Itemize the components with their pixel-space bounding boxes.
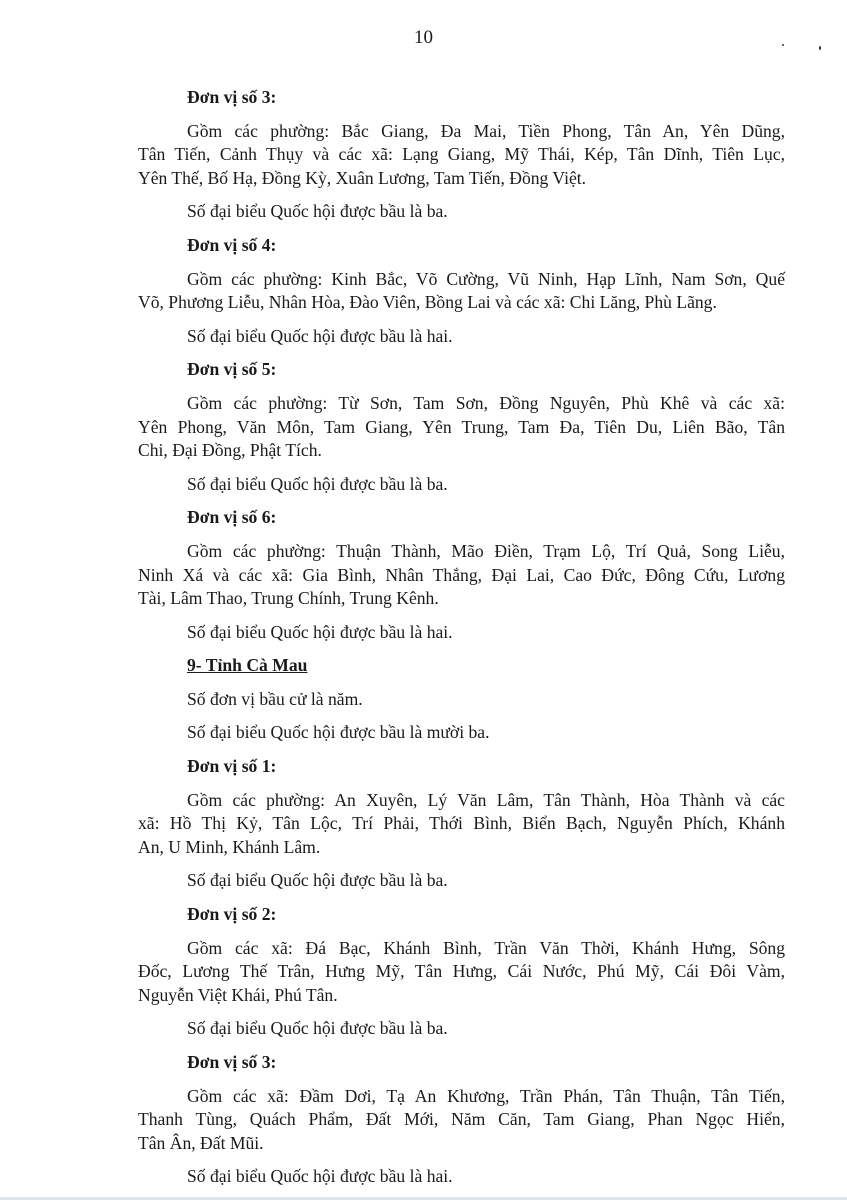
unit-heading: Đơn vị số 2: (187, 904, 277, 925)
text-line: Đốc, Lương Thế Trân, Hưng Mỹ, Tân Hưng, Cái Nước, Phú Mỹ, Cái Đôi Vàm, (138, 961, 785, 982)
delegates-count: Số đại biểu Quốc hội được bầu là ba. (187, 870, 448, 891)
unit-heading: Đơn vị số 5: (187, 359, 277, 380)
text-line: Gồm các phường: Bắc Giang, Đa Mai, Tiền Phong, Tân An, Yên Dũng, (187, 120, 785, 141)
unit-description (138, 120, 785, 191)
delegates-count: Số đại biểu Quốc hội được bầu là ba. (187, 1018, 448, 1039)
text-line: Gồm các xã: Đá Bạc, Khánh Bình, Trần Văn Thời, Khánh Hưng, Sông (187, 937, 785, 958)
text-line: Gồm các phường: Kinh Bắc, Võ Cường, Vũ Ninh, Hạp Lĩnh, Nam Sơn, Quế (187, 268, 785, 289)
text-line: Tân Ân, Đất Mũi. (138, 1132, 264, 1153)
unit-heading: Đơn vị số 4: (187, 234, 277, 255)
unit-heading: Đơn vị số 3: (187, 87, 277, 107)
unit-description (138, 268, 785, 315)
unit-description (138, 1085, 785, 1156)
province-title: 9- Tỉnh Cà Mau (187, 655, 308, 676)
scan-speck (819, 46, 821, 50)
text-line: Gồm các phường: Thuận Thành, Mão Điền, Trạm Lộ, Trí Quả, Song Liễu, (187, 540, 785, 561)
delegates-count: Số đại biểu Quốc hội được bầu là ba. (187, 473, 448, 494)
text-line: Thanh Tùng, Quách Phẩm, Đất Mới, Năm Căn, Tam Giang, Phan Ngọc Hiển, (138, 1109, 785, 1130)
delegates-count: Số đại biểu Quốc hội được bầu là hai. (187, 621, 453, 642)
text-line: Gồm các xã: Đầm Dơi, Tạ An Khương, Trần Phán, Tân Thuận, Tân Tiến, (187, 1085, 785, 1106)
delegates-count: Số đại biểu Quốc hội được bầu là ba. (187, 201, 448, 222)
text-line: An, U Minh, Khánh Lâm. (138, 836, 321, 857)
unit-heading: Đơn vị số 6: (187, 507, 277, 528)
text-line: xã: Hồ Thị Kỷ, Tân Lộc, Trí Phải, Thới Bình, Biển Bạch, Nguyễn Phích, Khánh (138, 813, 785, 834)
text-line: Yên Phong, Văn Môn, Tam Giang, Yên Trung, Tam Đa, Tiên Du, Liên Bão, Tân (138, 416, 785, 437)
text-line: Nguyễn Việt Khái, Phú Tân. (138, 984, 338, 1005)
delegates-count: Số đại biểu Quốc hội được bầu là hai. (187, 1166, 453, 1187)
text-line: Chi, Đại Đồng, Phật Tích. (138, 440, 322, 461)
unit-description (138, 540, 785, 611)
text-line: Gồm các phường: Từ Sơn, Tam Sơn, Đồng Nguyên, Phù Khê và các xã: (187, 392, 785, 413)
text-line: Võ, Phương Liễu, Nhân Hòa, Đào Viên, Bồng Lai và các xã: Chi Lăng, Phù Lãng. (138, 292, 717, 313)
document-body (138, 86, 785, 1199)
unit-description (138, 789, 785, 860)
unit-heading: Đơn vị số 3: (187, 1052, 277, 1072)
unit-heading: Đơn vị số 1: (187, 756, 277, 777)
text-line: Tân Tiến, Cảnh Thụy và các xã: Lạng Giang, Mỹ Thái, Kép, Tân Dĩnh, Tiên Lục, (138, 144, 785, 165)
text-line: Ninh Xá và các xã: Gia Bình, Nhân Thắng, Đại Lai, Cao Đức, Đông Cứu, Lương (138, 564, 785, 585)
text-line: Gồm các phường: An Xuyên, Lý Văn Lâm, Tân Thành, Hòa Thành và các (187, 789, 785, 810)
page-number: 10 (414, 27, 433, 48)
text-line: Yên Thế, Bố Hạ, Đồng Kỳ, Xuân Lương, Tam Tiến, Đồng Việt. (138, 167, 587, 188)
delegates-count: Số đại biểu Quốc hội được bầu là hai. (187, 325, 453, 346)
units-count: Số đơn vị bầu cử là năm. (187, 688, 363, 709)
scan-speck (782, 44, 784, 46)
unit-description (138, 937, 785, 1008)
text-line: Tài, Lâm Thao, Trung Chính, Trung Kênh. (138, 588, 439, 609)
unit-description (138, 392, 785, 463)
total-delegates: Số đại biểu Quốc hội được bầu là mười ba. (187, 722, 490, 743)
